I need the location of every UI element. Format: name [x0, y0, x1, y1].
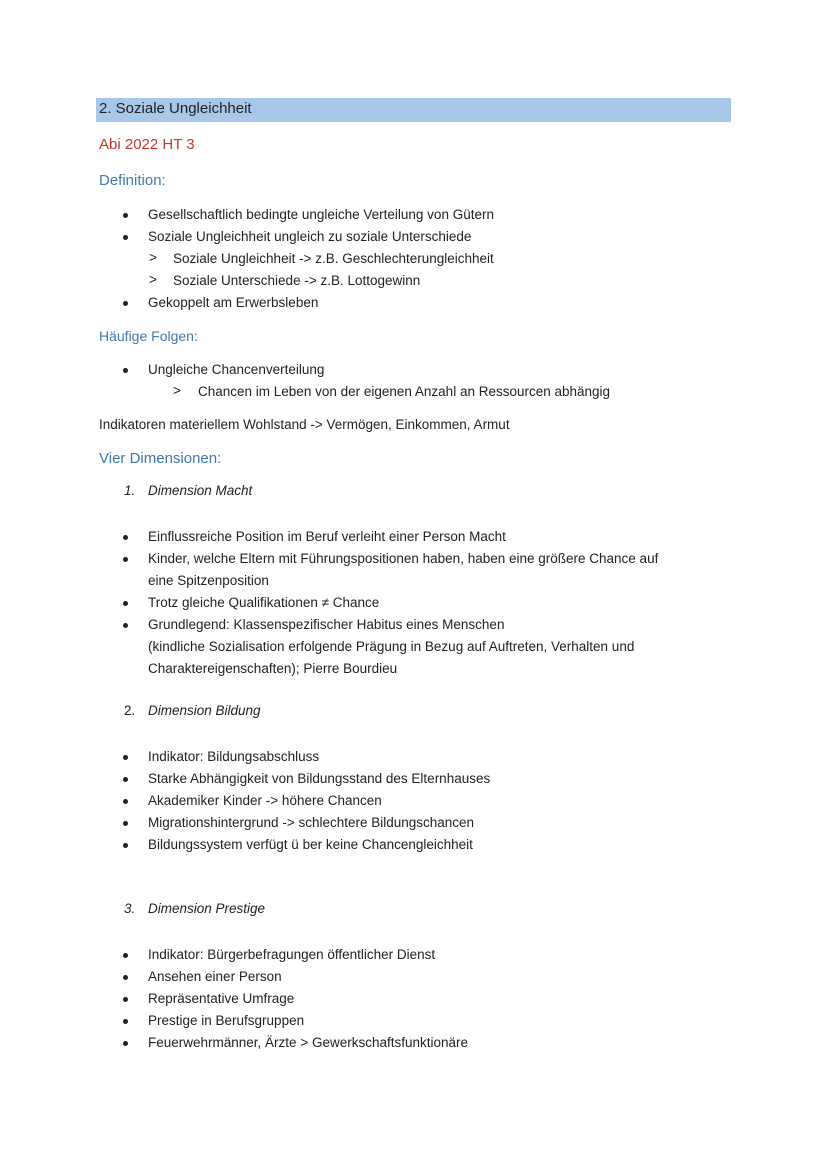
bullet-icon: [123, 953, 128, 958]
bullet-icon: [123, 821, 128, 826]
bullet-icon: [123, 301, 128, 306]
list-item: Ansehen einer Person: [148, 969, 282, 984]
folgen-heading: Häufige Folgen:: [99, 328, 198, 344]
dimension-number: 3.: [124, 901, 136, 916]
list-item: Indikator: Bildungsabschluss: [148, 749, 320, 764]
indikatoren-text: Indikatoren materiellem Wohlstand -> Vermögen, Einkommen, Armut: [99, 417, 510, 432]
bullet-icon: [123, 799, 128, 804]
sub-list-item: Soziale Unterschiede -> z.B. Lottogewinn: [173, 273, 421, 288]
dimension-title: Dimension Prestige: [148, 901, 266, 916]
dimension-title: Dimension Bildung: [148, 703, 261, 718]
list-item-continuation: (kindliche Sozialisation erfolgende Prägung in Bezug auf Auftreten, Verhalten und: [148, 639, 635, 654]
list-item: Soziale Ungleichheit ungleich zu soziale Unterschiede: [148, 229, 472, 244]
bullet-icon: [123, 1041, 128, 1046]
list-item: Grundlegend: Klassenspezifischer Habitus eines Menschen: [148, 617, 505, 632]
bullet-icon: [123, 975, 128, 980]
list-item: Ungleiche Chancenverteilung: [148, 362, 325, 377]
list-item: Trotz gleiche Qualifikationen ≠ Chance: [148, 595, 380, 610]
dimension-number: 2.: [124, 703, 136, 718]
list-item: Repräsentative Umfrage: [148, 991, 295, 1006]
sub-list-item: Soziale Ungleichheit -> z.B. Geschlechterungleichheit: [173, 251, 494, 266]
list-item: Starke Abhängigkeit von Bildungsstand des Elternhauses: [148, 771, 491, 786]
dimension-title: Dimension Macht: [148, 483, 253, 498]
bullet-icon: [123, 213, 128, 218]
dimension-number: 1.: [124, 483, 136, 498]
list-item: Prestige in Berufsgruppen: [148, 1013, 305, 1028]
bullet-icon: [123, 557, 128, 562]
bullet-icon: [123, 368, 128, 373]
bullet-icon: [123, 535, 128, 540]
exam-reference: Abi 2022 HT 3: [99, 136, 195, 153]
bullet-icon: [123, 755, 128, 760]
arrow-bullet-icon: >: [149, 272, 157, 287]
list-item: Feuerwehrmänner, Ärzte > Gewerkschaftsfunktionäre: [148, 1035, 469, 1050]
sub-list-item: Chancen im Leben von der eigenen Anzahl an Ressourcen abhängig: [198, 384, 611, 399]
list-item: Migrationshintergrund -> schlechtere Bildungschancen: [148, 815, 475, 830]
bullet-icon: [123, 235, 128, 240]
bullet-icon: [123, 777, 128, 782]
bullet-icon: [123, 997, 128, 1002]
list-item: Akademiker Kinder -> höhere Chancen: [148, 793, 382, 808]
list-item: Gekoppelt am Erwerbsleben: [148, 295, 319, 310]
bullet-icon: [123, 843, 128, 848]
bullet-icon: [123, 1019, 128, 1024]
arrow-bullet-icon: >: [173, 383, 181, 398]
list-item-continuation: eine Spitzenposition: [148, 573, 269, 588]
list-item-continuation: Charaktereigenschaften); Pierre Bourdieu: [148, 661, 398, 676]
definition-heading: Definition:: [99, 172, 166, 189]
arrow-bullet-icon: >: [149, 250, 157, 265]
bullet-icon: [123, 601, 128, 606]
list-item: Bildungssystem verfügt ü ber keine Chancengleichheit: [148, 837, 473, 852]
list-item: Gesellschaftlich bedingte ungleiche Verteilung von Gütern: [148, 207, 494, 222]
section-heading: 2. Soziale Ungleichheit: [99, 100, 252, 117]
list-item: Indikator: Bürgerbefragungen öffentlicher Dienst: [148, 947, 436, 962]
dimensionen-heading: Vier Dimensionen:: [99, 450, 222, 467]
list-item: Kinder, welche Eltern mit Führungspositionen haben, haben eine größere Chance auf: [148, 551, 659, 566]
section-heading-bar: [96, 98, 731, 122]
list-item: Einflussreiche Position im Beruf verleiht einer Person Macht: [148, 529, 506, 544]
bullet-icon: [123, 623, 128, 628]
